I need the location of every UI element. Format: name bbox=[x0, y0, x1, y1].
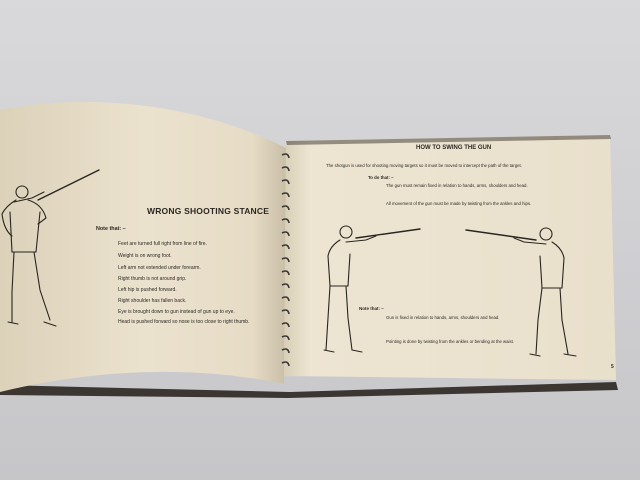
back-cover-edge bbox=[0, 382, 618, 398]
left-note-item: Right thumb is not around grip. bbox=[118, 276, 187, 282]
right-intro-text: The shotgun is used for shooting moving targets so it must be moved to intercept the path of the target. bbox=[326, 163, 522, 168]
right-note-item: Pointing is done by twisting from the ankles or bending at the waist. bbox=[386, 339, 515, 344]
left-page-title: WRONG SHOOTING STANCE bbox=[147, 206, 270, 216]
left-note-item: Eye is brought down to gun instead of gun up to eye. bbox=[118, 309, 235, 315]
left-note-item: Right shoulder has fallen back. bbox=[118, 298, 187, 304]
right-todo-label: To do that: – bbox=[368, 175, 394, 180]
right-paragraph: All movement of the gun must be made by twisting from the ankles and hips. bbox=[386, 201, 532, 206]
left-note-item: Feet are turned full right from line of fire. bbox=[118, 241, 207, 247]
right-paragraph: The gun must remain fixed in relation to hands, arms, shoulders and head. bbox=[386, 183, 528, 188]
left-note-item: Weight is on wrong foot. bbox=[118, 253, 172, 259]
left-note-item: Head is pushed forward so nose is too close to right thumb. bbox=[118, 319, 250, 325]
right-page-title: HOW TO SWING THE GUN bbox=[416, 145, 492, 151]
right-note-label: Note that: – bbox=[359, 306, 384, 311]
left-note-item: Left hip is pushed forward. bbox=[118, 287, 177, 293]
left-note-label: Note that: – bbox=[96, 226, 126, 232]
page-number: 5 bbox=[611, 364, 614, 370]
right-note-item: Gun is fixed in relation to hands, arms, shoulders and head. bbox=[386, 315, 500, 320]
left-note-item: Left arm not extended under forearm. bbox=[118, 265, 201, 271]
